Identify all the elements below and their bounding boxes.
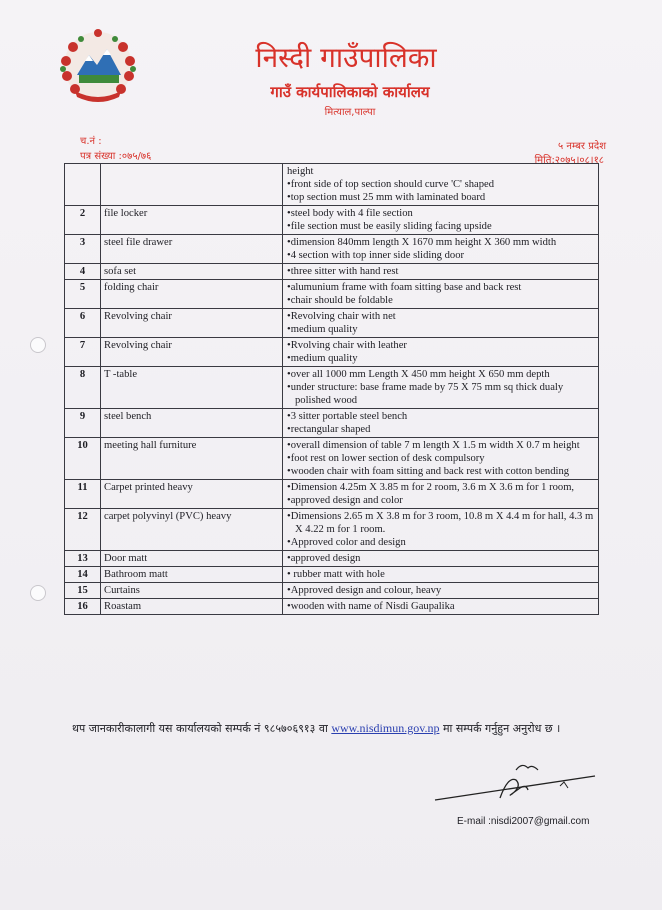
contact-paragraph	[72, 718, 612, 739]
letter-number: पत्र संख्या :०७५/७६	[80, 151, 152, 162]
signature-icon	[430, 758, 600, 808]
spec-line: • rectangular shaped	[286, 423, 595, 436]
item-name	[101, 164, 283, 206]
item-specification	[283, 235, 599, 264]
punch-hole	[30, 585, 46, 601]
item-specification	[283, 206, 599, 235]
spec-line: • wooden chair with foam sitting and back rest with cotton bending	[286, 465, 595, 478]
row-number: 16	[65, 599, 101, 615]
table-row	[65, 438, 599, 480]
office-subtitle: गाउँ कार्यपालिकाको कार्यालय	[270, 83, 430, 101]
table-row	[65, 480, 599, 509]
spec-line: • rubber matt with hole	[286, 568, 595, 581]
item-specification	[283, 164, 599, 206]
item-name: sofa set	[101, 264, 283, 280]
spec-line: • Dimensions 2.65 m X 3.8 m for 3 room, 10.8 m X 4.4 m for hall, 4.3 m X 4.22 m for 1 room.	[286, 510, 595, 536]
spec-line: • Revolving chair with net	[286, 310, 595, 323]
item-name: Door matt	[101, 551, 283, 567]
table-row	[65, 338, 599, 367]
row-number: 4	[65, 264, 101, 280]
row-number: 5	[65, 280, 101, 309]
row-number: 10	[65, 438, 101, 480]
spec-line: • alumunium frame with foam sitting base and back rest	[286, 281, 595, 294]
item-name: Revolving chair	[101, 338, 283, 367]
spec-line: • Approved color and design	[286, 536, 595, 549]
contact-text-end: मा सम्पर्क गर्नुहुन अनुरोध छ ।	[439, 722, 561, 735]
spec-line: • 4 section with top inner side sliding door	[286, 249, 595, 262]
row-number: 13	[65, 551, 101, 567]
table-row	[65, 551, 599, 567]
spec-line: • Rvolving chair with leather	[286, 339, 595, 352]
spec-line: • under structure: base frame made by 75 X 75 mm sq thick dualy polished wood	[286, 381, 595, 407]
spec-line: • Approved design and colour, heavy	[286, 584, 595, 597]
item-name: folding chair	[101, 280, 283, 309]
table-body	[65, 164, 599, 615]
row-number: 12	[65, 509, 101, 551]
table-row	[65, 206, 599, 235]
item-name: Bathroom matt	[101, 567, 283, 583]
contact-email: E-mail :nisdi2007@gmail.com	[457, 816, 590, 827]
item-specification	[283, 280, 599, 309]
table-row	[65, 509, 599, 551]
table-row	[65, 409, 599, 438]
table-row	[65, 599, 599, 615]
item-specification	[283, 438, 599, 480]
item-name: steel file drawer	[101, 235, 283, 264]
row-number: 14	[65, 567, 101, 583]
item-name: Carpet printed heavy	[101, 480, 283, 509]
spec-line: • dimension 840mm length X 1670 mm height X 360 mm width	[286, 236, 595, 249]
table-row	[65, 264, 599, 280]
spec-line: • foot rest on lower section of desk compulsory	[286, 452, 595, 465]
spec-line: • 3 sitter portable steel bench	[286, 410, 595, 423]
furniture-specification-table	[64, 163, 599, 615]
row-number: 2	[65, 206, 101, 235]
table-row	[65, 164, 599, 206]
table-row	[65, 567, 599, 583]
item-name: carpet polyvinyl (PVC) heavy	[101, 509, 283, 551]
spec-line: • medium quality	[286, 352, 595, 365]
table-row	[65, 309, 599, 338]
spec-line: • steel body with 4 file section	[286, 207, 595, 220]
reference-number-label: च.नं :	[80, 136, 102, 147]
item-specification	[283, 338, 599, 367]
row-number: 9	[65, 409, 101, 438]
spec-line: • front side of top section should curve 'C' shaped	[286, 178, 595, 191]
item-name: steel bench	[101, 409, 283, 438]
row-number: 6	[65, 309, 101, 338]
punch-hole	[30, 337, 46, 353]
row-number: 11	[65, 480, 101, 509]
province-label: ५ नम्बर प्रदेश	[558, 141, 606, 152]
item-name: Curtains	[101, 583, 283, 599]
table-row	[65, 235, 599, 264]
item-specification	[283, 509, 599, 551]
letter-date: मिति:२०७५।०८।१८	[534, 155, 604, 166]
spec-line: • Dimension 4.25m X 3.85 m for 2 room, 3.6 m X 3.6 m for 1 room,	[286, 481, 595, 494]
contact-text: थप जानकारीकालागी यस कार्यालयको सम्पर्क नं ९८५७०६९१३ वा	[72, 722, 332, 735]
row-number: 3	[65, 235, 101, 264]
item-specification	[283, 409, 599, 438]
spec-line: • overall dimension of table 7 m length X 1.5 m width X 0.7 m height	[286, 439, 595, 452]
spec-line: • medium quality	[286, 323, 595, 336]
spec-line: • approved design and color	[286, 494, 595, 507]
spec-line: • top section must 25 mm with laminated board	[286, 191, 595, 204]
row-number: 15	[65, 583, 101, 599]
item-name: meeting hall furniture	[101, 438, 283, 480]
item-specification	[283, 551, 599, 567]
item-name: file locker	[101, 206, 283, 235]
item-specification	[283, 599, 599, 615]
row-number	[65, 164, 101, 206]
item-specification	[283, 264, 599, 280]
row-number: 7	[65, 338, 101, 367]
spec-line: height	[287, 166, 314, 177]
item-name: T -table	[101, 367, 283, 409]
website-link[interactable]: www.nisdimun.gov.np	[331, 721, 440, 735]
municipality-title: निस्दी गाउँपालिका	[255, 41, 437, 74]
row-number: 8	[65, 367, 101, 409]
item-name: Revolving chair	[101, 309, 283, 338]
spec-line: • wooden with name of Nisdi Gaupalika	[286, 600, 595, 613]
spec-line: • file section must be easily sliding facing upside	[286, 220, 595, 233]
item-specification	[283, 583, 599, 599]
spec-line: • approved design	[286, 552, 595, 565]
table-row	[65, 583, 599, 599]
spec-line: • chair should be foldable	[286, 294, 595, 307]
table-row	[65, 367, 599, 409]
item-specification	[283, 567, 599, 583]
item-specification	[283, 367, 599, 409]
table-row	[65, 280, 599, 309]
item-specification	[283, 309, 599, 338]
office-location: मित्याल,पाल्पा	[324, 107, 376, 118]
spec-line: • over all 1000 mm Length X 450 mm height X 650 mm depth	[286, 368, 595, 381]
spec-line: • three sitter with hand rest	[286, 265, 595, 278]
item-specification	[283, 480, 599, 509]
item-name: Roastam	[101, 599, 283, 615]
